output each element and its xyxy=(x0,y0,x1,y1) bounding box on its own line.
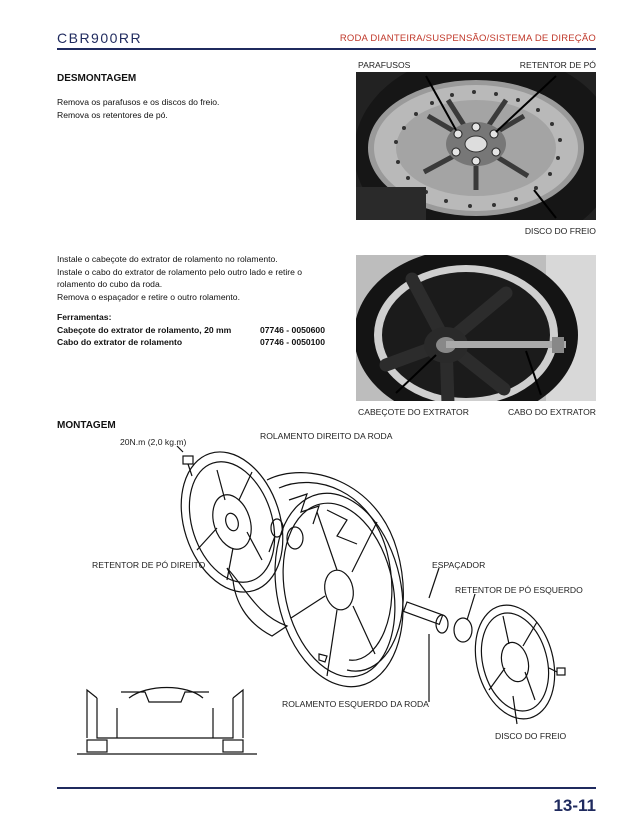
bearing-removal-line: Instale o cabeçote do extrator de rolamento no rolamento. xyxy=(57,254,278,264)
disassembly-text xyxy=(57,96,347,121)
header-rule xyxy=(57,48,596,50)
section-title: RODA DIANTEIRA/SUSPENSÃO/SISTEMA DE DIREÇÃO xyxy=(339,33,596,44)
tool-name: Cabeçote do extrator de rolamento, 20 mm xyxy=(57,324,232,335)
tools-heading: Ferramentas: xyxy=(57,312,112,322)
assembly-heading: MONTAGEM xyxy=(57,420,116,431)
bearing-removal-line: Remova o espaçador e retire o outro rolamento. xyxy=(57,291,240,302)
wheel-rim xyxy=(258,481,420,698)
label-right-dust-seal: RETENTOR DE PÓ DIREITO xyxy=(92,560,206,570)
right-brake-disc xyxy=(164,440,300,605)
label-spacer: ESPAÇADOR xyxy=(432,560,486,570)
tools-block xyxy=(57,311,347,349)
tire xyxy=(267,473,403,671)
label-brake-disc: DISCO DO FREIO xyxy=(524,226,596,236)
disassembly-heading: DESMONTAGEM xyxy=(57,73,137,84)
tool-number: 07746 - 0050600 xyxy=(260,324,325,335)
label-bolts: PARAFUSOS xyxy=(358,60,411,70)
label-extractor-head: CABEÇOTE DO EXTRATOR xyxy=(358,407,469,417)
footer-rule xyxy=(57,787,596,789)
photo-bearing-extractor xyxy=(356,255,596,401)
hub-cross-section xyxy=(77,688,257,755)
disc-bolt xyxy=(177,446,193,476)
manual-model: CBR900RR xyxy=(57,30,143,46)
wheel-extractor-illustration xyxy=(356,255,596,401)
bearing-removal-text xyxy=(57,253,349,303)
disassembly-line: Remova os parafusos e os discos do freio. xyxy=(57,97,220,107)
label-brake-disc-assembly: DISCO DO FREIO xyxy=(495,731,567,741)
tool-row xyxy=(57,324,347,337)
tire-valve xyxy=(319,654,327,662)
label-torque: 20N.m (2,0 kg.m) xyxy=(120,437,187,447)
assembly-exploded-diagram xyxy=(57,440,597,780)
label-right-bearing: ROLAMENTO DIREITO DA RODA xyxy=(260,431,393,441)
label-left-dust-seal: RETENTOR DE PÓ ESQUERDO xyxy=(455,585,583,595)
label-left-bearing: ROLAMENTO ESQUERDO DA RODA xyxy=(282,699,429,709)
right-wheel-bearing xyxy=(287,527,303,549)
bearing-removal-line: Instale o cabo do extrator de rolamento pelo outro lado e retire o xyxy=(57,266,303,277)
bearing-removal-line: rolamento do cubo da roda. xyxy=(57,279,163,289)
photo-brake-disc xyxy=(356,72,596,220)
disassembly-line: Remova os retentores de pó. xyxy=(57,109,168,120)
tool-name: Cabo do extrator de rolamento xyxy=(57,337,183,347)
brake-disc-illustration xyxy=(356,72,596,220)
left-dust-seal xyxy=(454,618,472,642)
label-dust-seal: RETENTOR DE PÓ xyxy=(519,60,596,70)
page-number: 13-11 xyxy=(553,796,596,815)
tool-row xyxy=(57,336,347,349)
tool-number: 07746 - 0050100 xyxy=(260,337,325,347)
label-extractor-handle: CABO DO EXTRATOR xyxy=(507,407,596,417)
